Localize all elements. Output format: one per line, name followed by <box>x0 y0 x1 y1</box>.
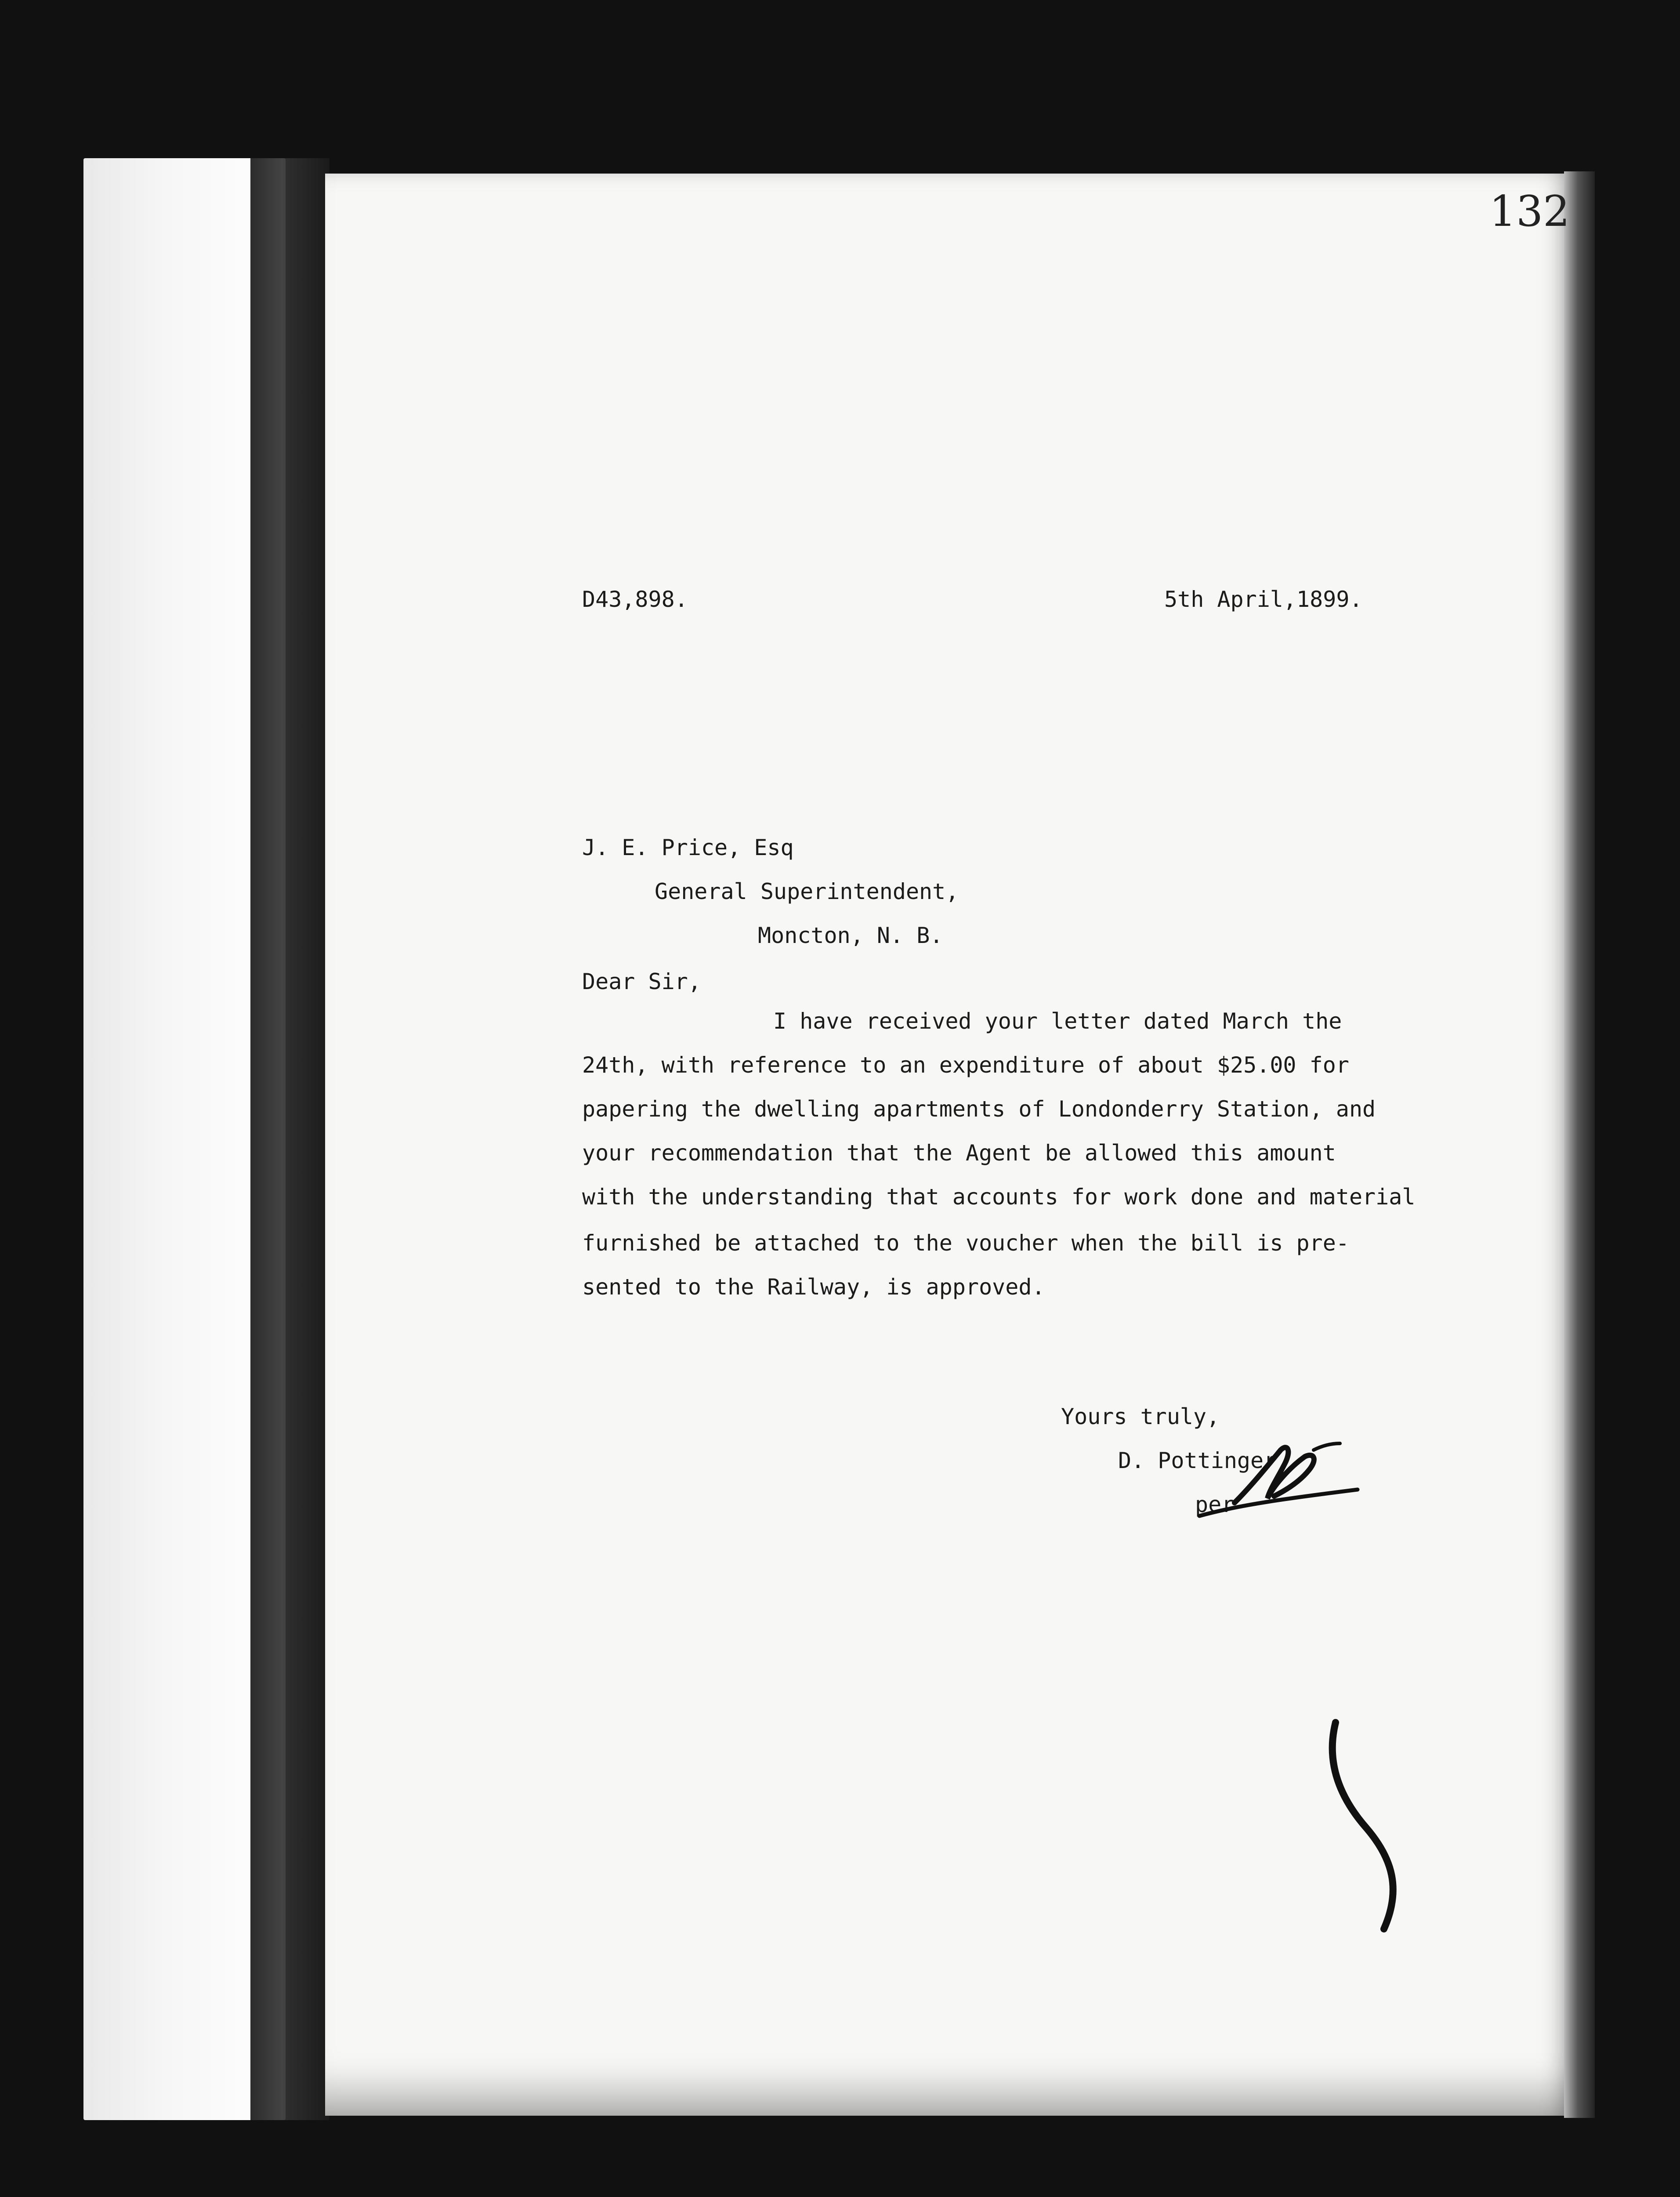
closing: Yours truly, <box>1061 1404 1220 1429</box>
file-reference: D43,898. <box>582 587 688 612</box>
addressee-location: Moncton, N. B. <box>758 923 943 948</box>
addressee-title: General Superintendent, <box>655 879 959 904</box>
margin-pencil-mark <box>1318 1714 1432 1942</box>
body-line: sented to the Railway, is approved. <box>582 1274 1045 1300</box>
book-binding-shadow <box>250 158 329 2120</box>
body-line: with the understanding that accounts for work done and material <box>582 1184 1416 1210</box>
salutation: Dear Sir, <box>582 969 701 994</box>
page-number: 132 <box>1489 187 1570 236</box>
handwritten-initials-signature <box>1186 1432 1388 1564</box>
addressee-name: J. E. Price, Esq <box>582 835 794 860</box>
body-line: I have received your letter dated March the <box>773 1008 1342 1034</box>
body-line: 24th, with reference to an expenditure of about $25.00 for <box>582 1052 1349 1078</box>
body-line: furnished be attached to the voucher when the bill is pre- <box>582 1230 1349 1256</box>
page-edge-shadow <box>1564 171 1595 2118</box>
body-line: your recommendation that the Agent be allowed this amount <box>582 1140 1336 1166</box>
per-label: per <box>1195 1492 1235 1517</box>
body-line: papering the dwelling apartments of Londonderry Station, and <box>582 1096 1376 1122</box>
letter-date: 5th April,1899. <box>1164 587 1363 612</box>
signatory-name: D. Pottinger <box>1118 1448 1277 1473</box>
